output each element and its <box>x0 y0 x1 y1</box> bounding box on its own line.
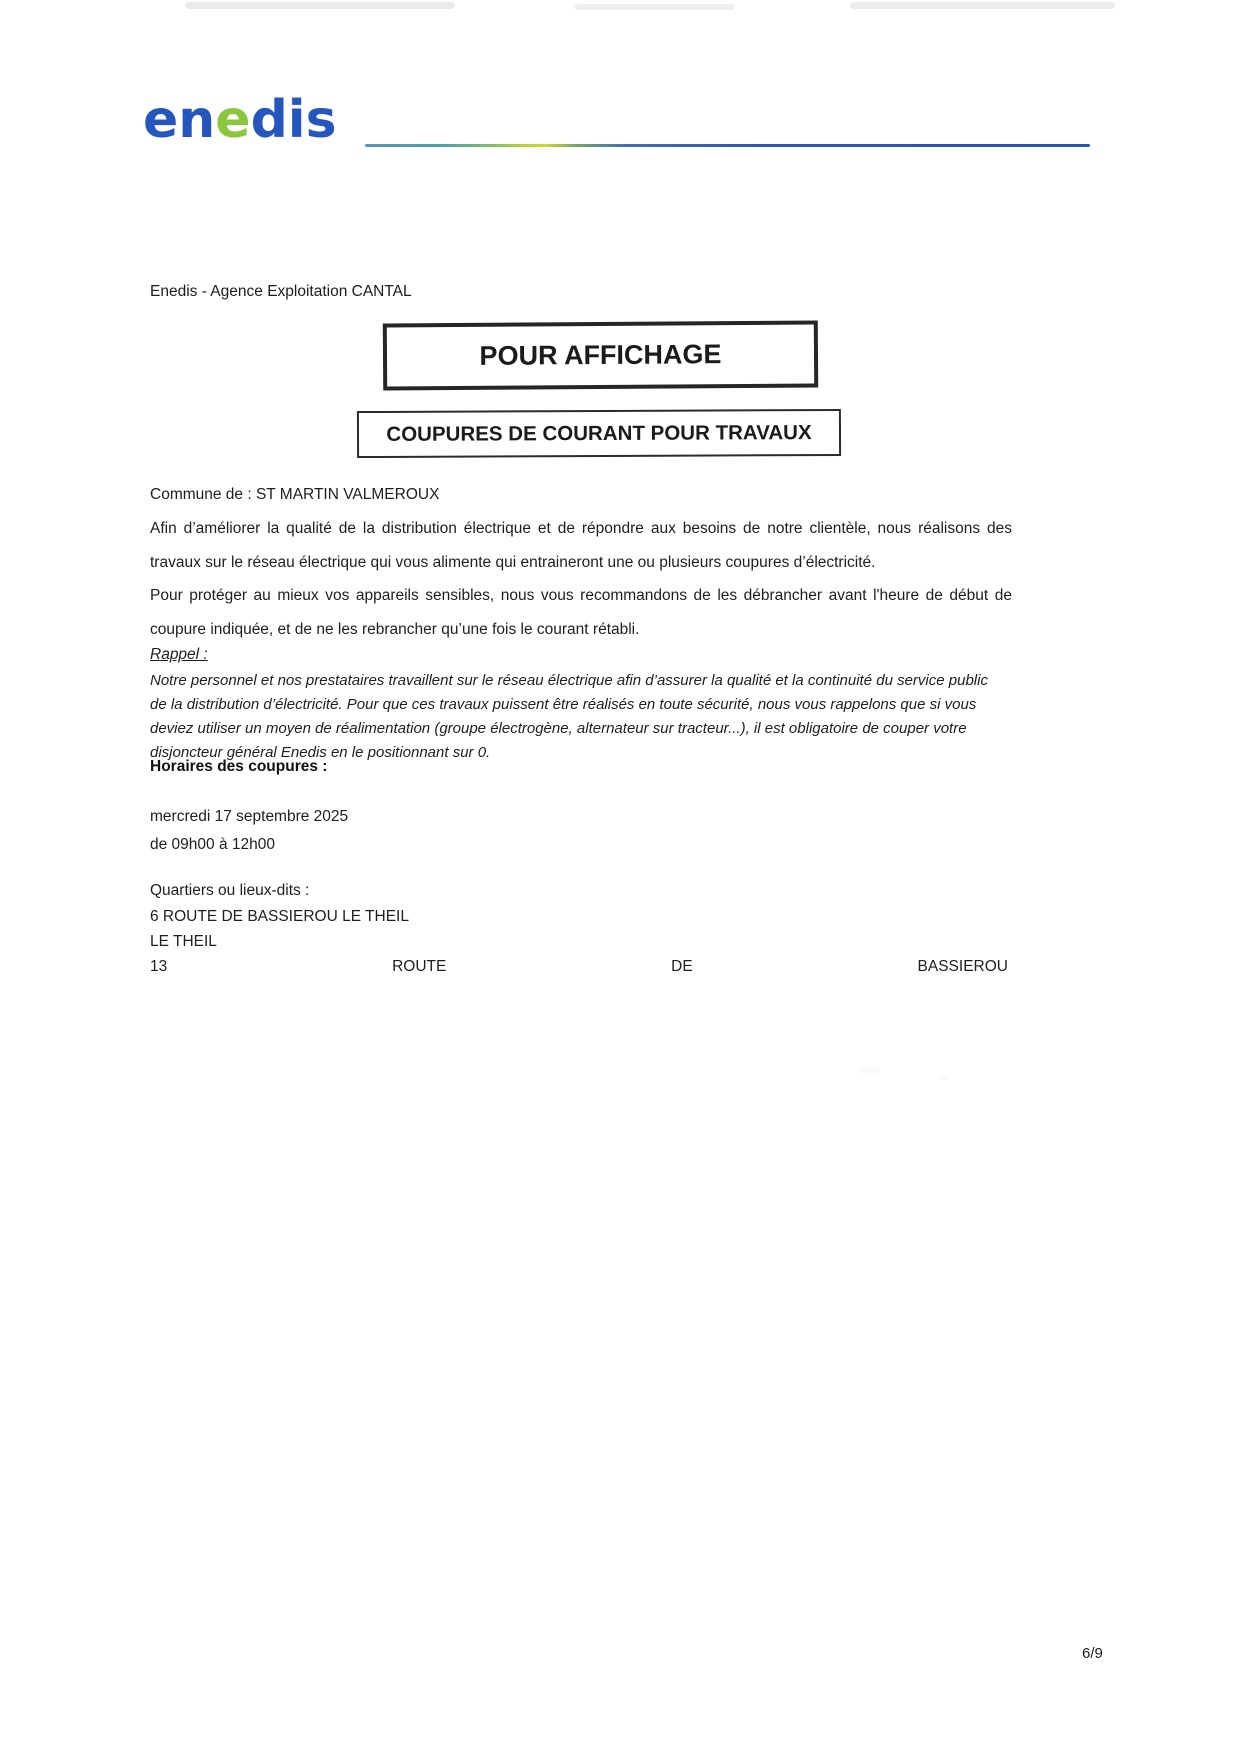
logo-text-segment: e <box>215 90 251 150</box>
intro-paragraph: Afin d’améliorer la qualité de la distribution électrique et de répondre aux besoins de notre clientèle, nous réalisons des travaux sur le réseau électrique qui vous alimente qui entraineront une ou plusieurs coupures d’électricité. <box>150 520 1012 571</box>
quartier-word: DE <box>671 958 693 975</box>
horaires-label: Horaires des coupures : <box>150 758 328 775</box>
enedis-logo <box>143 90 337 150</box>
scan-artifact <box>858 1068 880 1073</box>
commune-line: Commune de : ST MARTIN VALMEROUX <box>150 486 440 503</box>
quartier-item-justified <box>150 958 1008 976</box>
logo-text-segment: en <box>143 90 216 150</box>
pour-affichage-banner <box>383 320 818 390</box>
quartier-word: BASSIEROU <box>917 958 1008 975</box>
logo-text-segment: dis <box>250 90 337 150</box>
quartiers-label: Quartiers ou lieux-dits : <box>150 882 310 899</box>
coupure-date: mercredi 17 septembre 2025 <box>150 808 349 825</box>
page-number: 6/9 <box>1082 1645 1103 1662</box>
rappel-paragraph: Notre personnel et nos prestataires travaillent sur le réseau électrique afin d’assurer la qualité et la continuité du service public de la distribution d’électricité. Pour que ces travaux puissent être réalisés en toute sécurité, nous vous rappelons que si vous deviez utiliser un moyen de réalimentation (groupe électrogène, alternateur sur tracteur...), il est obligatoire de couper votre disjoncteur général Enedis en le positionnant sur 0. <box>150 672 988 761</box>
pour-affichage-label: POUR AFFICHAGE <box>479 339 722 371</box>
coupures-label: COUPURES DE COURANT POUR TRAVAUX <box>386 420 812 446</box>
scan-artifact <box>575 4 735 10</box>
quartier-word: ROUTE <box>392 958 447 975</box>
scan-artifact <box>185 2 455 9</box>
quartier-word: 13 <box>150 958 168 975</box>
advice-paragraph: Pour protéger au mieux vos appareils sensibles, nous vous recommandons de les débrancher avant l'heure de début de coupure indiquée, et de ne les rebrancher qu’une fois le courant rétabli. <box>150 587 1012 638</box>
scan-artifact <box>938 1076 948 1080</box>
brand-divider-line <box>365 144 1090 147</box>
coupure-time: de 09h00 à 12h00 <box>150 836 275 853</box>
rappel-label: Rappel : <box>150 646 208 663</box>
scan-artifact <box>850 2 1115 9</box>
quartier-item: 6 ROUTE DE BASSIEROU LE THEIL <box>150 908 409 925</box>
quartier-item: LE THEIL <box>150 933 217 950</box>
agency-line: Enedis - Agence Exploitation CANTAL <box>150 283 412 300</box>
coupures-banner <box>357 409 841 458</box>
